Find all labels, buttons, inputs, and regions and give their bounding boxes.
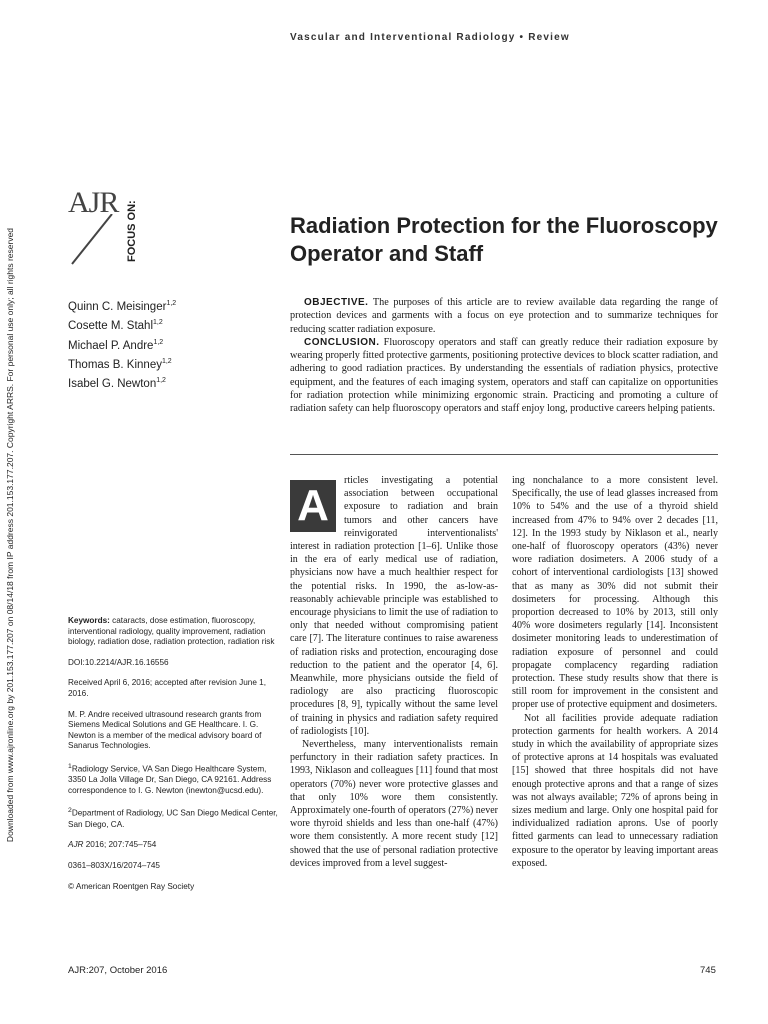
body-column-1 (290, 474, 498, 870)
body-paragraph: A rticles investigating a potential association between occupational exposure to radiation and brain tumors and other cancers have reinvigorated interventionalists' interest in radiation protection [1–6]. Unlike those in the era of early medical use of radiation, physicians now have a much healthier respect for the potential risks. In 1990, the as-low-as-reasonably achievable principle was established to encourage physicians to limit the use of radiation to only that needed without compromising patient care [7]. The literature continues to raise awareness of radiation risks and protection, encouraging dose reduction to the patient and the operator [4, 6]. Meanwhile, more physicians outside the field of radiology are also practicing fluoroscopic procedures [8, 9], typically without the same level of training in physics and radiation safety required of radiologists [10]. (290, 475, 498, 737)
ajr-logo-text: AJR (68, 186, 119, 219)
body-paragraph: Nevertheless, many interventionalists remain perfunctory in their radiation safety practices. In 1993, Niklason and colleagues [11] found that most operators (70%) never wore protective glasses and that only 10% wore them consistently. Approximately one-fourth of operators (27%) never wore thyroid shields and less than one-half (47%) wore them consistently. A more recent study [12] showed that the use of personal radiation protective devices improved from a level suggest- (290, 739, 498, 869)
body-paragraph: Not all facilities provide adequate radiation protection garments for health workers. A 2014 study in which the availability of appropriate sizes of protective aprons at 14 hospitals was evaluated [15] showed that three hospitals did not have enough protective aprons and that a range of sizes was not always available; 72% of aprons being in sizes medium and large. Only one hospital paid for individualized radiation aprons. Use of poorly fitted garments can lead to unnecessary radiation exposure to the operator by leaving important areas exposed. (512, 712, 718, 869)
author-item: Isabel G. Newton$^{1,2}$ (68, 377, 166, 391)
download-notice-text: Downloaded from www.ajronline.org by 201.153.177.207 on 08/14/18 from IP address 201.153.177.207. Copyright ARRS. For personal use only; all rights reserved (5, 227, 15, 843)
abstract-conclusion: CONCLUSION. Fluoroscopy operators and staff can greatly reduce their radiation exposure by wearing properly fitted protective garments, positioning protective devices to block scatter radiation, and adhering to good radiation practices. By understanding the essentials of radiation physics, protective equipment, and the features of each imaging system, operators and staff can capitalize on opportunities for radiation protection while minimizing ergonomic strain. Practicing and promoting a culture of radiation safety can help fluoroscopy operators and staff enjoy long, productive careers helping patients. (290, 336, 718, 415)
funding-disclosure: M. P. Andre received ultrasound research grants from Siemens Medical Solutions and GE Healthcare. I. G. Newton is a member of the medical advisory board of Sanarus Technologies. (68, 709, 262, 751)
page-number: 745 (700, 965, 716, 976)
copyright: © American Roentgen Ray Society (68, 881, 195, 891)
body-paragraph: ing nonchalance to a more consistent level. Specifically, the use of lead glasses increased from 10% to 54% and the use of a thyroid shield increased from 47% to 94% over 2 decades [11, 12]. In the 1993 study by Niklason et al., nearly one-half of fluoroscopy operators (43%) never wore radiation dosimeters. A 2006 study of a cohort of interventional cardiologists [13] showed that as many as 30% did not submit their dosimeters for processing. Although this proportion decreased to 10% by 2013, still only 40% wore dosimeters regularly [14]. Inconsistent dosimeter monitoring leads to underestimation of radiation exposure of personnel and could propagate complacency regarding radiation protection. These study results show that there is still room for improvement in the consistent and proper use of protective equipment and dosimeters. (512, 475, 718, 711)
download-notice (0, 160, 22, 910)
keywords: Keywords: cataracts, dose estimation, fluoroscopy, interventional radiology, quality improvement, radiation biology, radiation dose, radiation protection, radiation risk (68, 616, 275, 647)
section-header: Vascular and Interventional Radiology • Review (290, 32, 570, 43)
abstract-divider (290, 454, 718, 455)
dropcap: A (290, 480, 336, 532)
focus-on-label: FOCUS ON: (126, 200, 138, 262)
received-dates: Received April 6, 2016; accepted after revision June 1, 2016. (68, 678, 266, 698)
footer-journal-issue: AJR:207, October 2016 (68, 965, 168, 976)
author-list (68, 296, 278, 393)
ajr-focus-logo (68, 186, 154, 268)
logo-slash-icon (68, 214, 128, 266)
affiliation-1: $^1$Radiology Service, VA San Diego Healthcare System, 3350 La Jolla Village Dr, San Diego, CA 92161. Address correspondence to I. G. Newton (inewton@ucsd.edu). (68, 762, 272, 795)
author-item: Quinn C. Meisinger$^{1,2}$ (68, 300, 177, 313)
article-metadata (68, 616, 278, 902)
issn: 0361–803X/16/2074–745 (68, 860, 160, 870)
body-column-2 (512, 474, 718, 870)
abstract (290, 296, 718, 416)
citation: AJR 2016; 207:745–754 (68, 840, 157, 850)
author-item: Michael P. Andre$^{1,2}$ (68, 338, 164, 352)
article-title: Radiation Protection for the Fluoroscopy Operator and Staff (290, 213, 718, 266)
affiliation-2: $^2$Department of Radiology, UC San Diego Medical Center, San Diego, CA. (68, 807, 278, 829)
abstract-objective: OBJECTIVE. The purposes of this article are to review available data regarding the range of protection devices and garments with a focus on eye protection and to summarize techniques for reducing scatter radiation exposure. (290, 297, 718, 335)
author-item: Thomas B. Kinney$^{1,2}$ (68, 357, 172, 371)
doi: DOI:10.2214/AJR.16.16556 (68, 657, 169, 667)
author-item: Cosette M. Stahl$^{1,2}$ (68, 319, 163, 333)
